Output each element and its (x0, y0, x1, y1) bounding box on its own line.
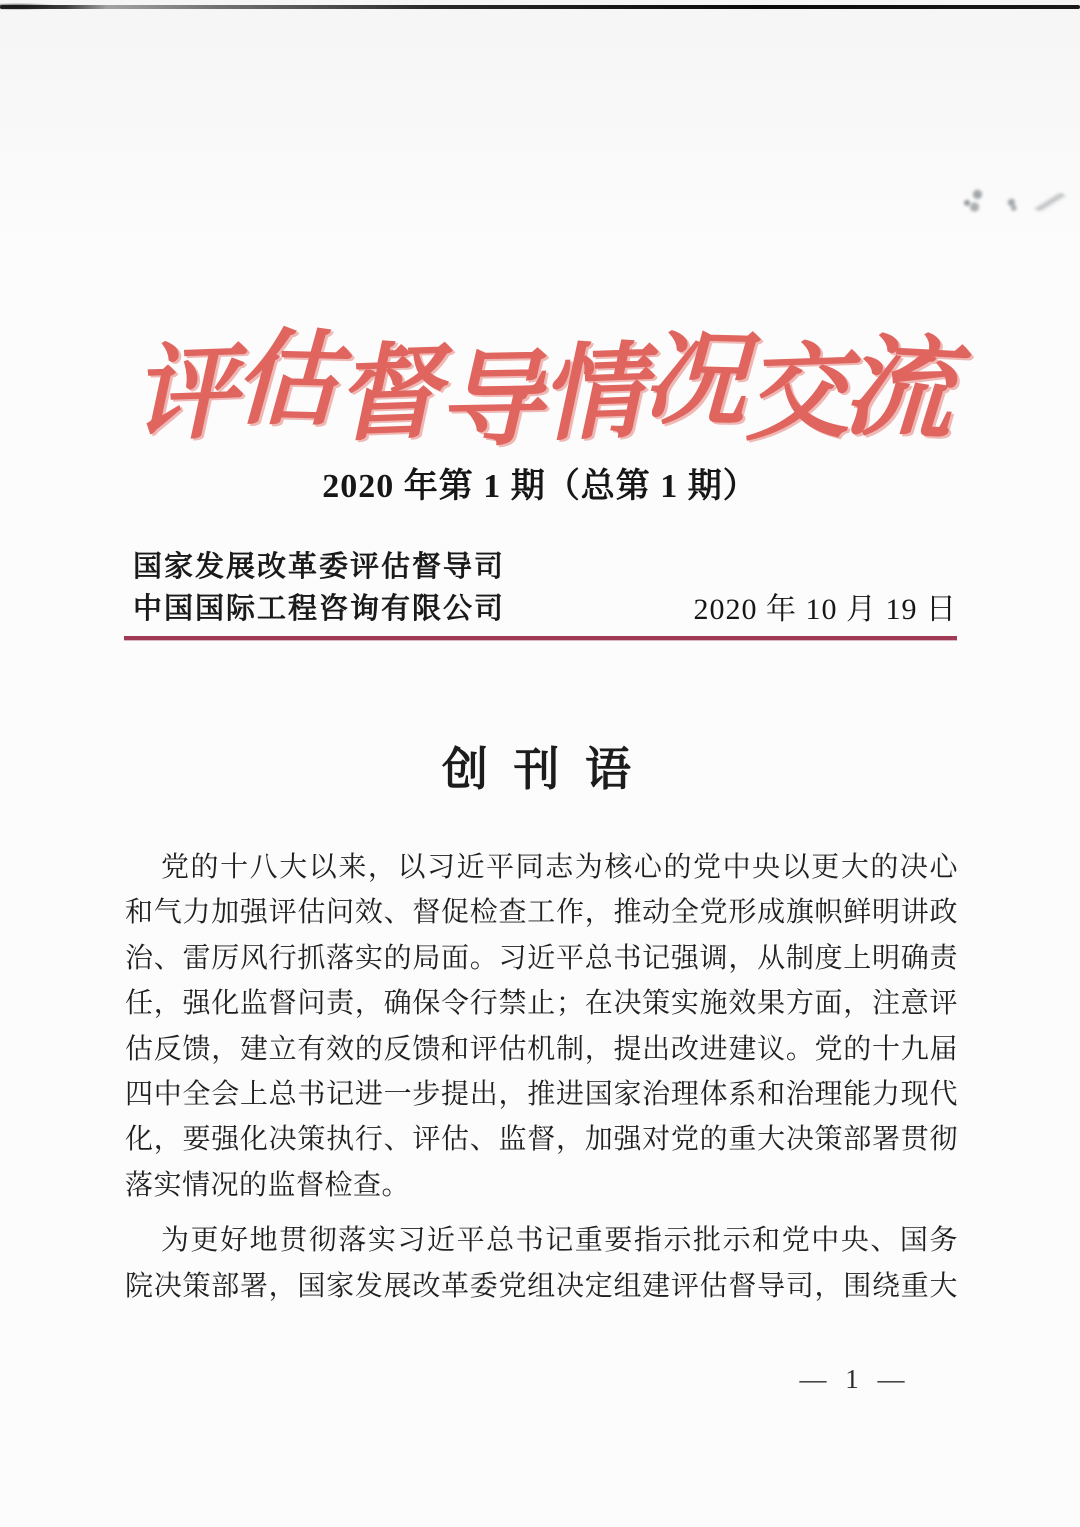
masthead-title-char: 况 (640, 321, 746, 440)
text-line: 落实情况的监督检查。 (125, 1169, 411, 1201)
text-line: 院决策部署，国家发展改革委党组决定组建评估督导司，围绕重大 (125, 1270, 958, 1302)
article-heading: 创 刊 语 (442, 744, 638, 795)
scan-smudge-icon (1031, 189, 1070, 214)
masthead-title-char: 估 (232, 321, 338, 440)
issue-line: 2020 年第 1 期（总第 1 期） (322, 468, 758, 505)
article-body (125, 845, 958, 1309)
text-line: 为更好地贯彻落实习近平总书记重要指示批示和党中央、国务 (161, 1225, 958, 1257)
masthead-title-char: 流 (839, 325, 955, 454)
paragraph (125, 1218, 958, 1309)
masthead-title-char: 情 (538, 335, 644, 454)
publisher-info (133, 546, 957, 630)
publisher-org-2: 中国国际工程咨询有限公司 (133, 593, 506, 625)
text-line: 估反馈，建立有效的反馈和评估机制，提出改进建议。党的十九届 (125, 1033, 958, 1065)
scan-artifact-blob (0, 3, 58, 10)
scan-smudge-icon (1005, 196, 1021, 212)
text-line: 治、雷厉风行抓落实的局面。习近平总书记强调，从制度上明确责 (125, 942, 958, 974)
text-line: 党的十八大以来，以习近平同志为核心的党中央以更大的决心 (161, 852, 958, 883)
masthead-title-char: 评 (129, 335, 236, 454)
page-number: — 1 — (799, 1364, 911, 1394)
masthead-title-char: 交 (742, 335, 849, 454)
masthead-title-char: 督 (333, 335, 440, 454)
text-line: 任，强化监督问责，确保令行禁止；在决策实施效果方面，注意评 (125, 988, 958, 1020)
text-line: 化，要强化决策执行、评估、监督，加强对党的重大决策部署贯彻 (125, 1124, 958, 1156)
publisher-org-1: 国家发展改革委评估督导司 (133, 551, 506, 583)
scan-artifact-top-edge (0, 5, 1080, 9)
publisher-orgs (133, 546, 505, 630)
red-divider-rule (124, 636, 957, 640)
paragraph (125, 845, 958, 1208)
text-line: 四中全会上总书记进一步提出，推进国家治理体系和治理能力现代 (125, 1078, 958, 1110)
publish-date: 2020 年 10 月 19 日 (693, 593, 957, 626)
text-line: 和气力加强评估问效、督促检查工作，推动全党形成旗帜鲜明讲政 (125, 897, 958, 929)
scan-smudge-icon (958, 186, 988, 214)
masthead-title-char: 导 (436, 343, 541, 460)
masthead-title (0, 308, 1080, 468)
